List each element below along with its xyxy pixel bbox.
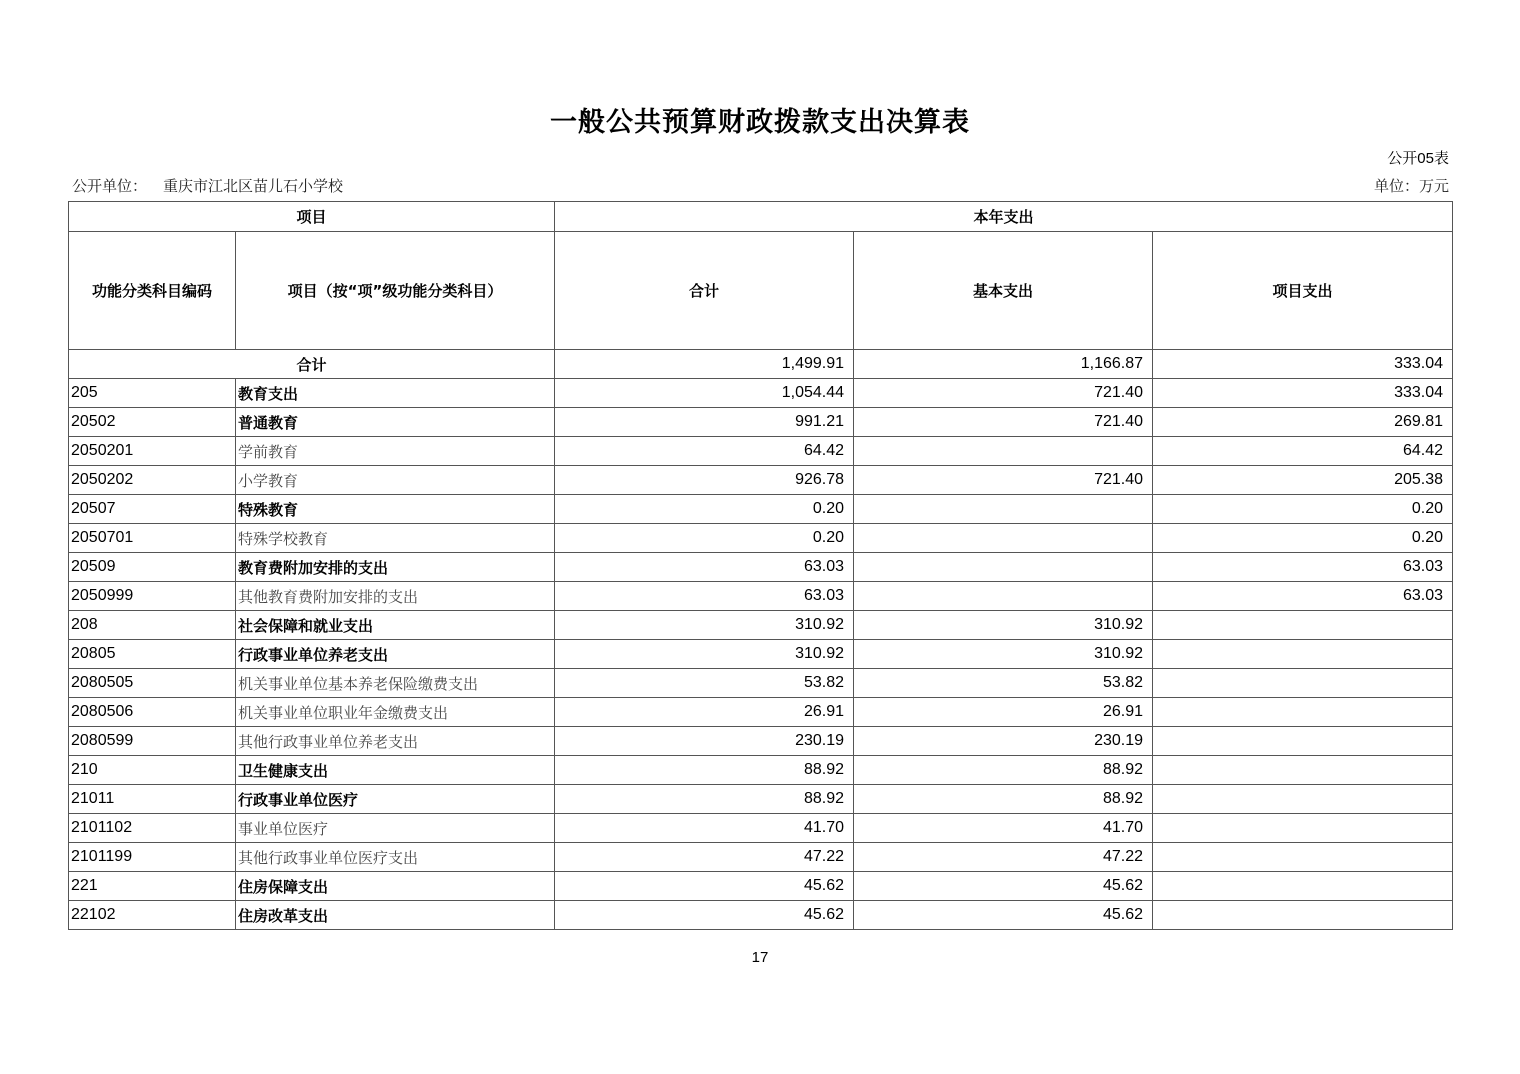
row-project [1153,698,1453,727]
page-title: 一般公共预算财政拨款支出决算表 [550,107,970,138]
row-project: 333.04 [1153,379,1453,408]
row-project: 63.03 [1153,582,1453,611]
row-code: 20509 [69,553,236,582]
row-project [1153,814,1453,843]
table-row [69,553,1453,582]
total-amount: 1,499.91 [555,350,854,379]
row-basic: 721.40 [854,379,1153,408]
table-row [69,785,1453,814]
row-name: 社会保障和就业支出 [236,611,555,640]
form-number-value: 05 [1417,150,1434,167]
row-basic: 88.92 [854,756,1153,785]
row-basic: 721.40 [854,408,1153,437]
row-name: 特殊教育 [236,495,555,524]
row-name: 行政事业单位养老支出 [236,640,555,669]
row-name: 住房改革支出 [236,901,555,930]
table-row [69,756,1453,785]
row-total: 64.42 [555,437,854,466]
row-project: 64.42 [1153,437,1453,466]
row-code: 2080505 [69,669,236,698]
header-total: 合计 [555,232,854,350]
table-row [69,611,1453,640]
row-code: 2101199 [69,843,236,872]
row-total: 1,054.44 [555,379,854,408]
row-project [1153,756,1453,785]
row-name: 机关事业单位职业年金缴费支出 [236,698,555,727]
row-code: 2050201 [69,437,236,466]
row-project [1153,843,1453,872]
table-row [69,379,1453,408]
row-code: 210 [69,756,236,785]
row-project [1153,901,1453,930]
total-row [69,350,1453,379]
row-total: 230.19 [555,727,854,756]
row-basic: 45.62 [854,901,1153,930]
table-row [69,727,1453,756]
row-code: 2050701 [69,524,236,553]
row-total: 26.91 [555,698,854,727]
row-name: 住房保障支出 [236,872,555,901]
row-basic [854,437,1153,466]
row-code: 20502 [69,408,236,437]
row-name: 机关事业单位基本养老保险缴费支出 [236,669,555,698]
table-row [69,495,1453,524]
header-basic: 基本支出 [854,232,1153,350]
row-total: 0.20 [555,495,854,524]
row-total: 63.03 [555,582,854,611]
row-basic: 53.82 [854,669,1153,698]
row-basic: 721.40 [854,466,1153,495]
row-total: 310.92 [555,640,854,669]
table-row [69,408,1453,437]
row-code: 2050999 [69,582,236,611]
row-code: 208 [69,611,236,640]
row-name: 教育支出 [236,379,555,408]
row-basic: 310.92 [854,611,1153,640]
row-basic: 310.92 [854,640,1153,669]
table-row [69,872,1453,901]
row-project [1153,669,1453,698]
row-project: 205.38 [1153,466,1453,495]
row-basic: 26.91 [854,698,1153,727]
row-project: 0.20 [1153,495,1453,524]
row-total: 45.62 [555,872,854,901]
row-basic [854,524,1153,553]
row-total: 310.92 [555,611,854,640]
currency-unit: 单位：万元 [1373,177,1449,195]
row-total: 47.22 [555,843,854,872]
table-row [69,524,1453,553]
row-code: 2050202 [69,466,236,495]
row-code: 21011 [69,785,236,814]
row-name: 行政事业单位医疗 [236,785,555,814]
header-row-2 [69,232,1453,350]
row-basic [854,582,1153,611]
row-total: 53.82 [555,669,854,698]
row-project [1153,611,1453,640]
row-code: 22102 [69,901,236,930]
row-total: 926.78 [555,466,854,495]
row-name: 普通教育 [236,408,555,437]
row-code: 221 [69,872,236,901]
row-name: 教育费附加安排的支出 [236,553,555,582]
table-row [69,901,1453,930]
header-current-year: 本年支出 [555,202,1453,232]
row-name: 特殊学校教育 [236,524,555,553]
row-basic: 230.19 [854,727,1153,756]
row-total: 991.21 [555,408,854,437]
form-number-prefix: 公开 [1387,149,1418,167]
header-row-1 [69,202,1453,232]
row-name: 其他行政事业单位医疗支出 [236,843,555,872]
row-total: 63.03 [555,553,854,582]
row-basic: 41.70 [854,814,1153,843]
row-name: 事业单位医疗 [236,814,555,843]
row-name: 其他教育费附加安排的支出 [236,582,555,611]
table-row [69,698,1453,727]
row-project: 0.20 [1153,524,1453,553]
expenditure-table [68,201,1453,930]
row-total: 88.92 [555,785,854,814]
table-row [69,669,1453,698]
page-number: 17 [751,949,769,966]
table-row [69,843,1453,872]
row-project: 269.81 [1153,408,1453,437]
total-label: 合计 [69,350,555,379]
row-basic: 47.22 [854,843,1153,872]
row-project [1153,872,1453,901]
header-code: 功能分类科目编码 [69,232,236,350]
row-project [1153,640,1453,669]
row-code: 20805 [69,640,236,669]
row-project [1153,727,1453,756]
row-total: 45.62 [555,901,854,930]
header-item: 项目 [69,202,555,232]
table-row [69,814,1453,843]
row-basic [854,495,1153,524]
table-row [69,582,1453,611]
row-code: 2080599 [69,727,236,756]
row-code: 20507 [69,495,236,524]
row-project [1153,785,1453,814]
header-item-detail: 项目（按“项”级功能分类科目） [236,232,555,350]
total-basic: 1,166.87 [854,350,1153,379]
disclosing-unit [72,175,343,196]
row-total: 88.92 [555,756,854,785]
form-number-suffix: 表 [1433,149,1449,167]
row-basic: 45.62 [854,872,1153,901]
row-code: 2101102 [69,814,236,843]
row-project: 63.03 [1153,553,1453,582]
row-total: 41.70 [555,814,854,843]
row-name: 其他行政事业单位养老支出 [236,727,555,756]
table-row [69,437,1453,466]
row-code: 2080506 [69,698,236,727]
form-number [1387,147,1449,168]
row-basic [854,553,1153,582]
unit-name: 重庆市江北区苗儿石小学校 [163,177,344,195]
unit-label: 公开单位： [72,177,148,195]
row-total: 0.20 [555,524,854,553]
table-row [69,466,1453,495]
row-name: 小学教育 [236,466,555,495]
row-name: 学前教育 [236,437,555,466]
row-code: 205 [69,379,236,408]
row-name: 卫生健康支出 [236,756,555,785]
row-basic: 88.92 [854,785,1153,814]
total-project: 333.04 [1153,350,1453,379]
table-row [69,640,1453,669]
header-project: 项目支出 [1153,232,1453,350]
